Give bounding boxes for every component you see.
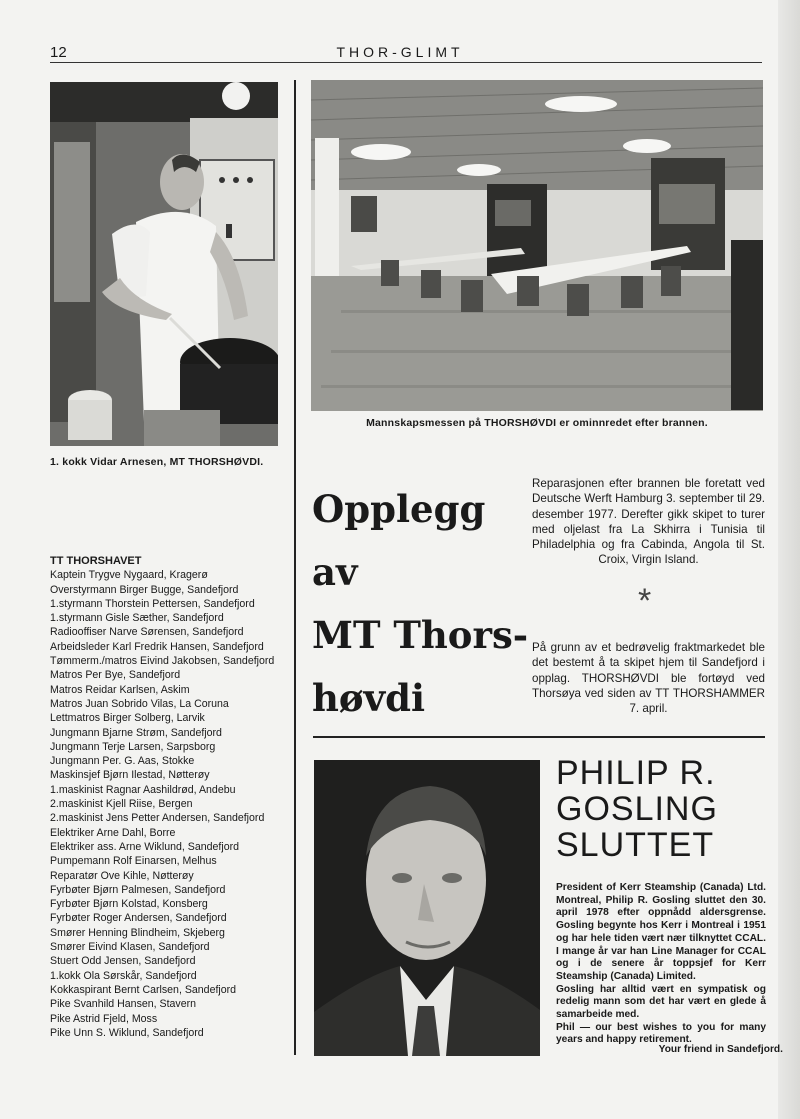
- crew-list: [50, 568, 280, 1040]
- crew-member: Fyrbøter Bjørn Palmesen, Sandefjord: [50, 883, 226, 896]
- crew-member: Matros Juan Sobrido Vilas, La Coruna: [50, 697, 229, 710]
- article-intro: Reparasjonen efter brannen ble foretatt ved Deutsche Werft Hamburg 3. september til 29. desember 1977. Derefter gikk skipet to turer med oljelast fra La Skhirra i Tunisia til Philadelphia og fra Cabinda, Angola til St. Croix, Virgin Island.: [532, 477, 765, 567]
- gosling-article-body: [556, 882, 766, 1047]
- mess-photo-caption: Mannskapsmessen på THORSHØVDI er ominnredet efter brannen.: [366, 417, 708, 429]
- crew-member: Tømmerm./matros Eivind Jakobsen, Sandefjord: [50, 655, 275, 668]
- crew-member: 2.maskinist Kjell Riise, Bergen: [50, 798, 193, 811]
- gosling-paragraph: Phil — our best wishes to you for many years and happy retirement.: [556, 1021, 766, 1046]
- crew-member: Pike Unn S. Wiklund, Sandefjord: [50, 1026, 204, 1039]
- crew-member: Pumpemann Rolf Einarsen, Melhus: [50, 855, 217, 868]
- crew-member: Kokkaspirant Bernt Carlsen, Sandefjord: [50, 983, 237, 996]
- crew-member: Jungmann Terje Larsen, Sarpsborg: [50, 740, 216, 753]
- crew-member: Smører Henning Blindheim, Skjeberg: [50, 926, 225, 939]
- gosling-headline-line: GOSLING: [556, 790, 718, 828]
- gosling-headline-line: SLUTTET: [556, 826, 715, 864]
- cook-photo: [50, 82, 278, 446]
- crew-member: Pike Astrid Fjeld, Moss: [50, 1012, 158, 1025]
- crew-member: Stuert Odd Jensen, Sandefjord: [50, 955, 196, 968]
- gosling-headline: [556, 755, 718, 863]
- crew-member: 1.kokk Ola Sørskår, Sandefjord: [50, 969, 197, 982]
- crew-member: 1.styrmann Thorstein Pettersen, Sandefjord: [50, 597, 255, 610]
- crew-member: Fyrbøter Roger Andersen, Sandefjord: [50, 912, 227, 925]
- header-rule: [50, 62, 762, 63]
- crew-member: Reparatør Ove Kihle, Nøtterøy: [50, 869, 194, 882]
- page-edge: [778, 0, 800, 1119]
- gosling-paragraph: Gosling har alltid vært en sympatisk og redelig mann som det har vært en glede å samarbeide med.: [556, 983, 766, 1021]
- running-header: THOR-GLIMT: [336, 44, 464, 60]
- mess-photo: [311, 80, 763, 411]
- gosling-portrait: [314, 760, 540, 1056]
- crew-member: Fyrbøter Bjørn Kolstad, Konsberg: [50, 898, 208, 911]
- crew-member: 1.styrmann Gisle Sæther, Sandefjord: [50, 612, 224, 625]
- column-divider: [294, 80, 296, 1055]
- headline-line: av: [312, 550, 358, 594]
- crew-member: 2.maskinist Jens Petter Andersen, Sandefjord: [50, 812, 265, 825]
- gosling-paragraph: President of Kerr Steamship (Canada) Ltd. Montreal, Philip R. Gosling sluttet den 30. april 1978 efter oppnådd aldersgrense. Gosling begynte hos Kerr i Montreal i 1951 og har hele tiden vært nær tilknyttet CCAL. I mange år var han Line Manager for CCAL og i de senere år toppsjef for Kerr Steamship (Canada) Limited.: [556, 882, 766, 982]
- gosling-signoff: Your friend in Sandefjord.: [658, 1044, 783, 1055]
- crew-member: Elektriker Arne Dahl, Borre: [50, 826, 176, 839]
- cook-photo-caption: 1. kokk Vidar Arnesen, MT THORSHØVDI.: [50, 456, 264, 468]
- crew-member: Kaptein Trygve Nygaard, Kragerø: [50, 569, 208, 582]
- crew-member: Radiooffiser Narve Sørensen, Sandefjord: [50, 626, 244, 639]
- crew-member: Overstyrmann Birger Bugge, Sandefjord: [50, 583, 239, 596]
- crew-member: Jungmann Per. G. Aas, Stokke: [50, 755, 195, 768]
- gosling-headline-line: PHILIP R.: [556, 754, 716, 792]
- article-paragraph: På grunn av et bedrøvelig fraktmarkedet ble det bestemt å ta skipet hjem til Sandefjord i opplag. THORSHØVDI ble fortøyd ved Thorsøya ved siden av TT THORSHAMMER 7. april.: [532, 641, 765, 716]
- headline-line: MT Thors-: [312, 613, 529, 657]
- article-headline: [312, 478, 529, 730]
- section-rule: [313, 736, 765, 738]
- crew-member: Arbeidsleder Karl Fredrik Hansen, Sandefjord: [50, 640, 264, 653]
- crew-list-section: [50, 554, 280, 1040]
- headline-line: høvdi: [312, 676, 426, 720]
- crew-member: Lettmatros Birger Solberg, Larvik: [50, 712, 205, 725]
- crew-member: Smører Eivind Klasen, Sandefjord: [50, 941, 210, 954]
- crew-member: Pike Svanhild Hansen, Stavern: [50, 998, 197, 1011]
- crew-heading: TT THORSHAVET: [50, 555, 142, 567]
- crew-member: Elektriker ass. Arne Wiklund, Sandefjord: [50, 840, 240, 853]
- headline-line: Opplegg: [312, 487, 486, 531]
- section-separator: *: [638, 582, 652, 620]
- crew-member: Matros Per Bye, Sandefjord: [50, 669, 181, 682]
- crew-member: Maskinsjef Bjørn Ilestad, Nøtterøy: [50, 769, 210, 782]
- crew-member: Jungmann Bjarne Strøm, Sandefjord: [50, 726, 222, 739]
- page-number: 12: [50, 44, 67, 61]
- crew-member: Matros Reidar Karlsen, Askim: [50, 683, 190, 696]
- crew-member: 1.maskinist Ragnar Aashildrød, Andebu: [50, 783, 236, 796]
